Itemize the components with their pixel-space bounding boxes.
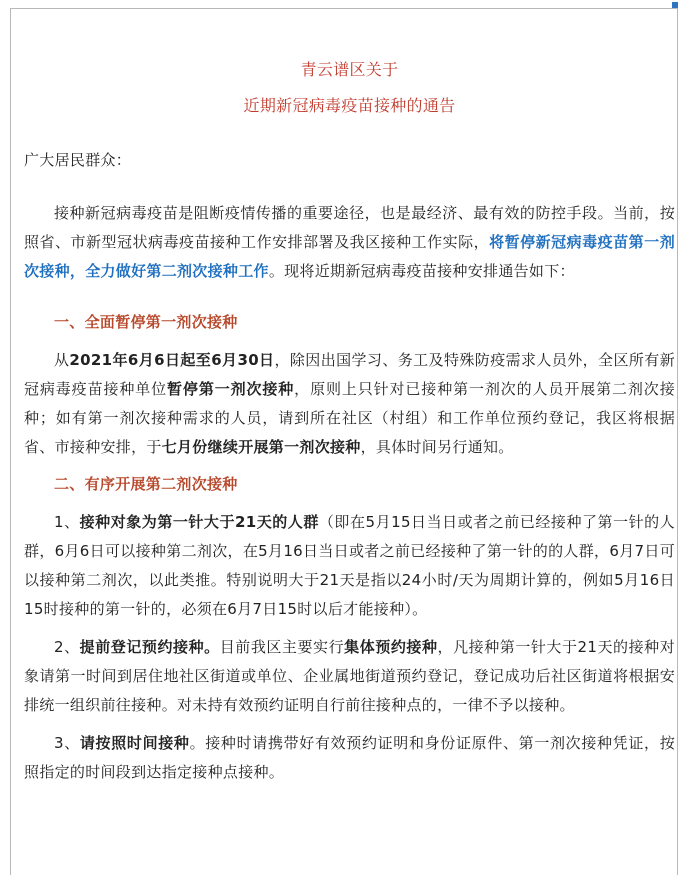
item3-bold: 请按照时间接种 <box>79 734 190 752</box>
s1-bold-pause: 暂停第一剂次接种 <box>167 380 295 398</box>
intro-highlight: 将暂停新冠病毒疫苗第一剂次接种，全力做好第二剂次接种工作 <box>24 233 675 280</box>
section-1-paragraph <box>24 346 675 462</box>
notice-title <box>24 52 675 124</box>
title-line-1: 青云谱区关于 <box>300 60 399 79</box>
intro-paragraph <box>24 199 675 286</box>
section-2-item-2 <box>24 633 675 720</box>
section-2-item-1 <box>24 508 675 624</box>
item2-number: 2、 <box>54 638 80 656</box>
intro-text-2: 。现将近期新冠病毒疫苗接种安排通告如下： <box>268 262 575 280</box>
notice-body <box>24 52 675 787</box>
item1-text: （即在5月15日当日或者之前已经接种了第一针的人群，6月6日可以接种第二剂次，在5月16日当日或者之前已经接种了第一针的的人群，6月7日可以接种第二剂次，以此类推。特别说明大于21天是指以24小时/天为周期计算的，例如5月16日15时接种的第一针的，必须在6月7日15时以后才能接种）。 <box>24 513 675 618</box>
greeting: 广大居民群众： <box>24 151 132 169</box>
item1-number: 1、 <box>54 513 80 531</box>
item1-bold: 接种对象为第一针大于21天的人群 <box>79 513 319 531</box>
section-2-heading: 二、有序开展第二剂次接种 <box>54 475 238 493</box>
section-1-heading: 一、全面暂停第一剂次接种 <box>54 313 238 331</box>
s1-text-1: 从 <box>54 351 70 369</box>
s1-bold-july: 七月份继续开展第一剂次接种 <box>161 438 361 456</box>
item3-text: 。接种时请携带好有效预约证明和身份证原件、第一剂次接种凭证，按照指定的时间段到达指定接种点接种。 <box>24 734 675 781</box>
s1-text-2: ，除因出国学习、务工及特殊防疫需求人员外，全区所有新冠病毒疫苗接种单位 <box>24 351 675 398</box>
s1-text-4: ，具体时间另行通知。 <box>360 438 514 456</box>
title-line-2: 近期新冠病毒疫苗接种的通告 <box>243 96 456 115</box>
s1-text-3: ，原则上只针对已接种第一剂次的人员开展第二剂次接种；如有第一剂次接种需求的人员，请到所在社区（村组）和工作单位预约登记，我区将根据省、市接种安排，于 <box>24 380 675 456</box>
item2-bold-1: 提前登记预约接种。 <box>79 638 220 656</box>
intro-text-1: 接种新冠病毒疫苗是阻断疫情传播的重要途径，也是最经济、最有效的防控手段。当前，按照省、市新型冠状病毒疫苗接种工作安排部署及我区接种工作实际， <box>24 204 675 251</box>
item2-text-2: ，凡接种第一针大于21天的接种对象请第一时间到居住地社区街道或单位、企业属地街道预约登记，登记成功后社区街道将根据安排统一组织前往接种。对未持有效预约证明自行前往接种点的，一律不予以接种。 <box>24 638 676 714</box>
item2-bold-2: 集体预约接种 <box>344 638 438 656</box>
item2-text-1: 目前我区主要实行 <box>219 638 345 656</box>
section-2-item-3 <box>24 729 675 787</box>
corner-accent <box>672 2 678 8</box>
item3-number: 3、 <box>54 734 80 752</box>
s1-bold-dates: 2021年6月6日起至6月30日 <box>69 351 275 369</box>
